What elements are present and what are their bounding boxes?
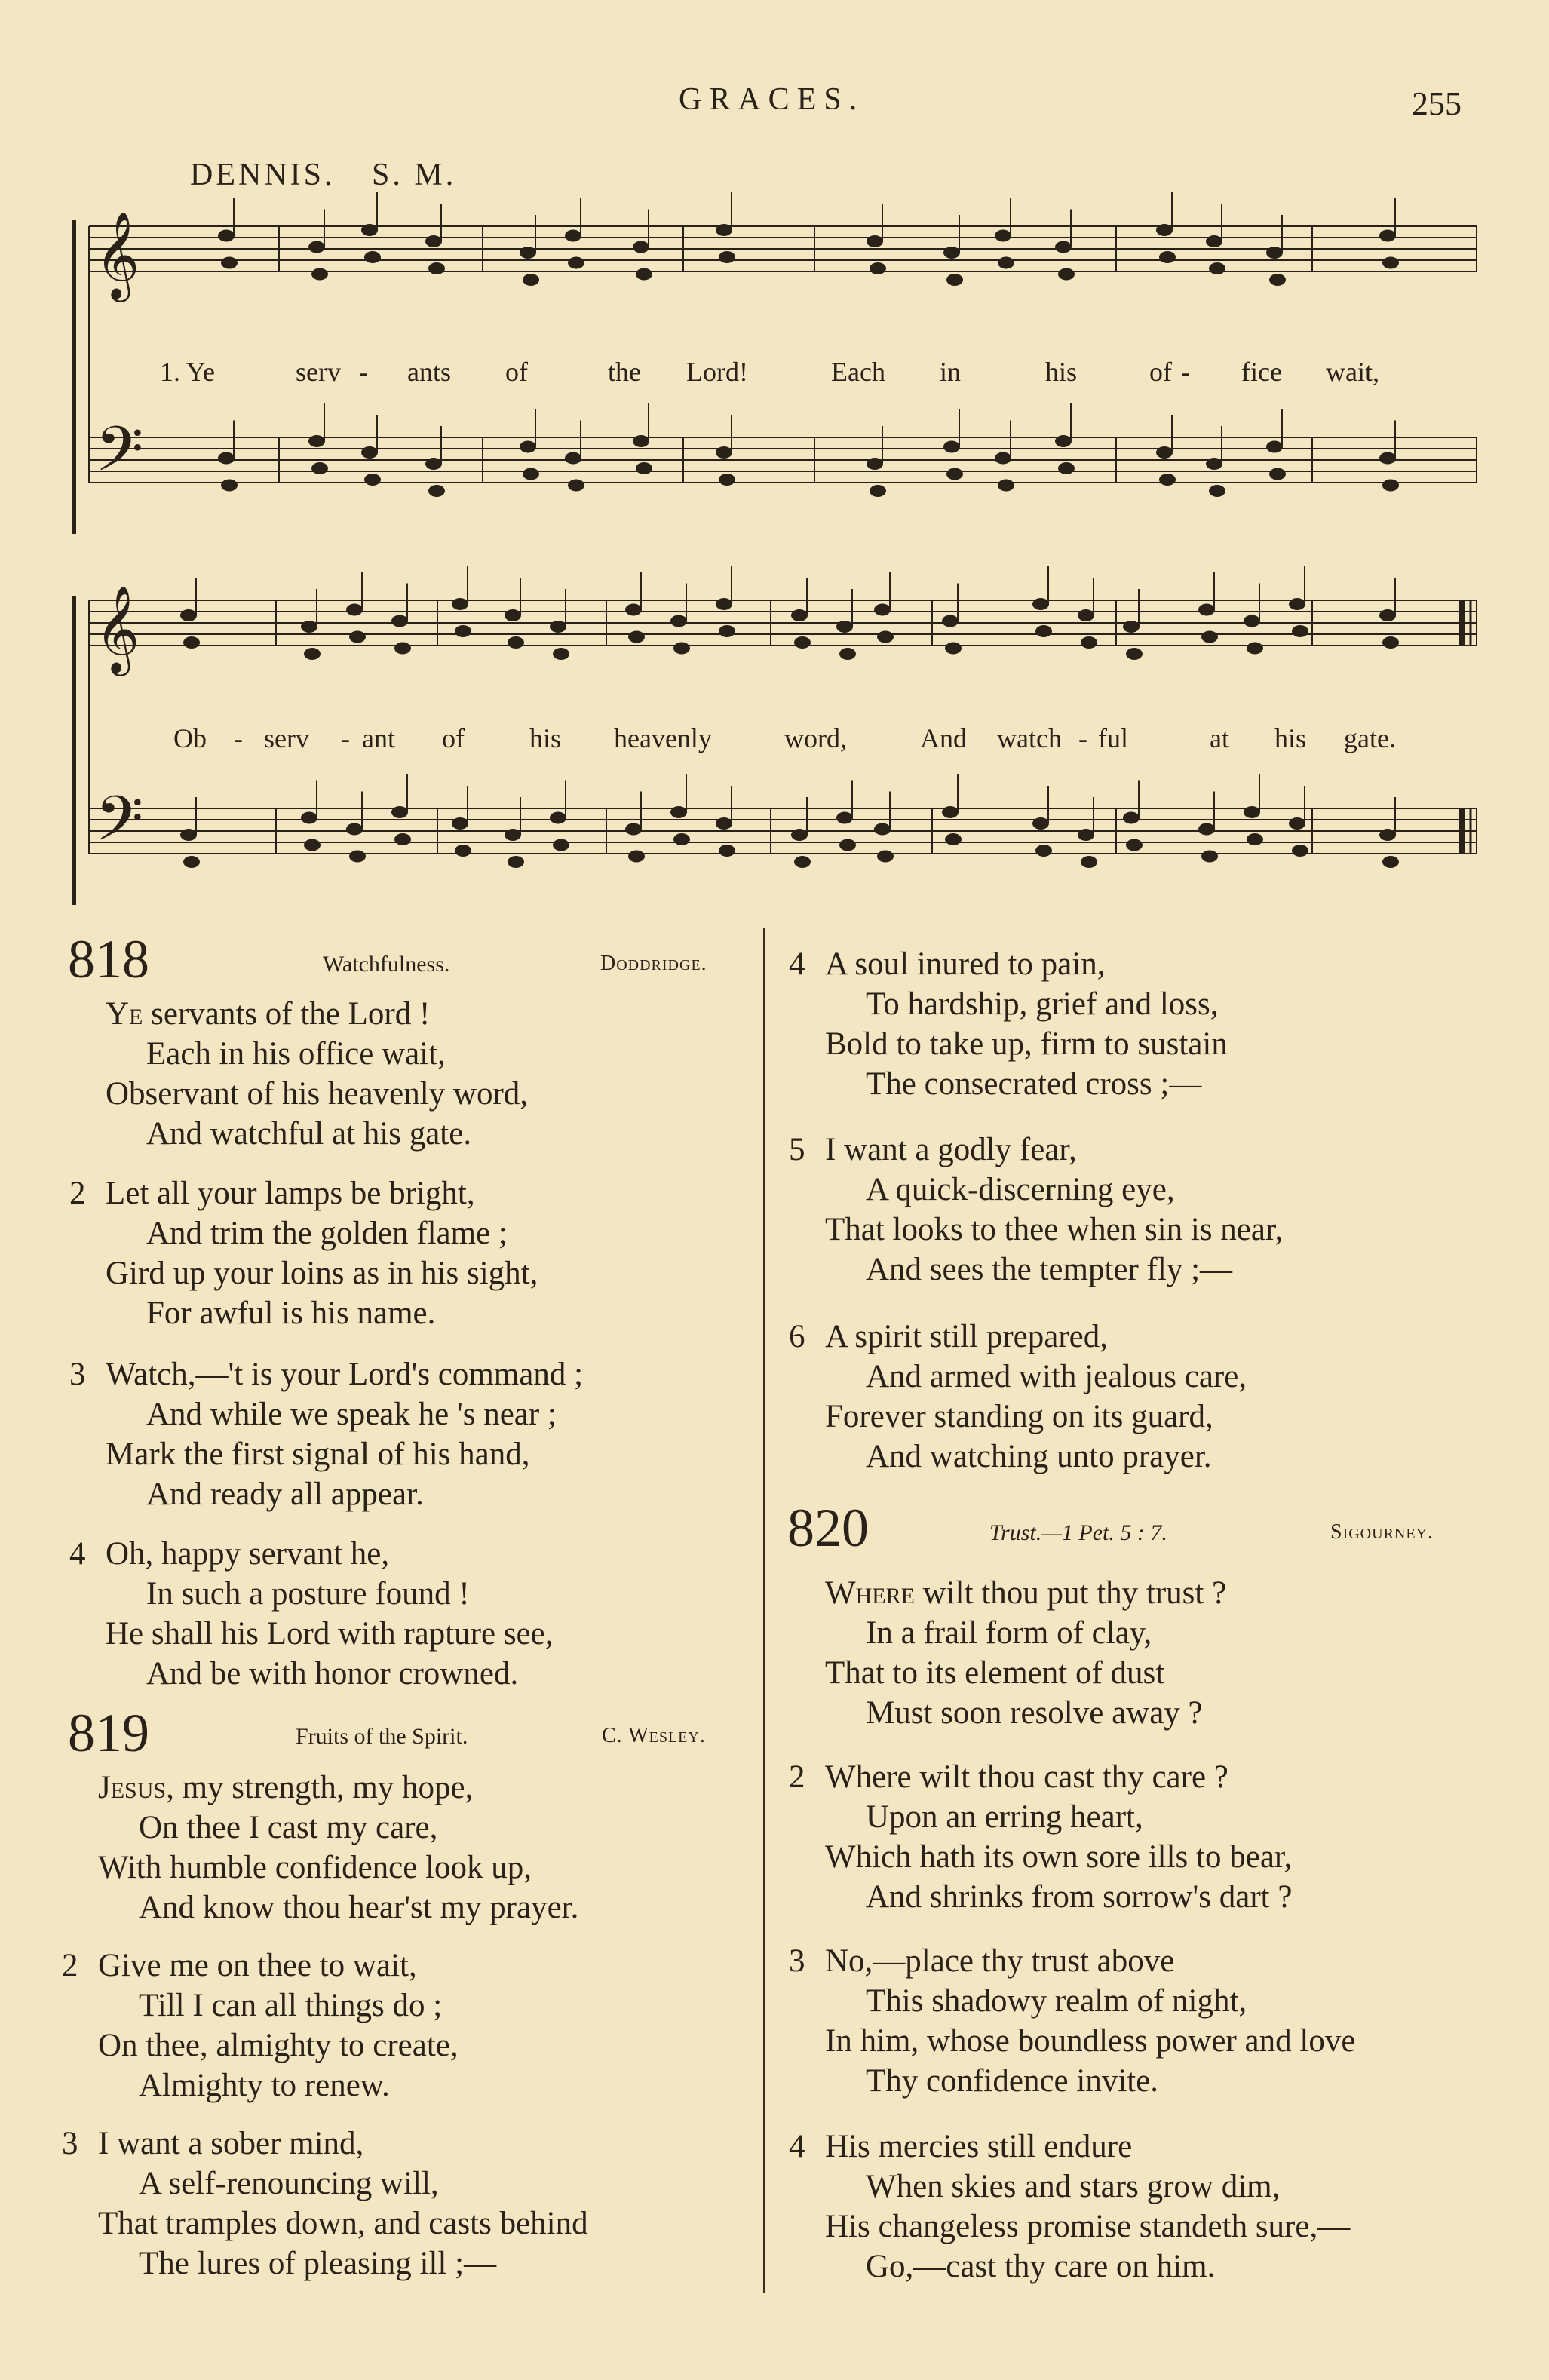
stanza-line: my strength, my hope, (182, 1770, 474, 1805)
notehead (673, 833, 690, 845)
notehead (1292, 845, 1308, 857)
notehead (218, 452, 235, 465)
stanza-line: Must soon resolve away ? (866, 1695, 1203, 1731)
stanza-line: And be with honor crowned. (146, 1656, 519, 1691)
final-barline (1459, 808, 1465, 854)
notehead (1058, 462, 1075, 474)
notehead (628, 851, 645, 863)
notehead (942, 615, 959, 627)
stanza-line: This shadowy realm of night, (866, 1983, 1247, 2019)
treble-clef: 𝄞 (95, 210, 140, 299)
notehead (391, 806, 408, 818)
notehead (1269, 274, 1286, 286)
stanza-line: A self-renouncing will, (139, 2166, 439, 2201)
lyric-word: of (1149, 357, 1172, 387)
stanza-line: To hardship, grief and loss, (866, 986, 1219, 1022)
notehead (1292, 625, 1308, 637)
notehead (523, 468, 539, 480)
lyric-word: word, (784, 723, 847, 753)
stanza-line: When skies and stars grow dim, (866, 2169, 1281, 2204)
notehead (1379, 452, 1396, 465)
notehead (301, 812, 317, 824)
notehead (870, 485, 886, 497)
notehead (995, 230, 1011, 242)
stanza-number: 4 (789, 946, 805, 982)
notehead (221, 480, 238, 492)
notehead (1206, 235, 1222, 247)
notehead (1269, 468, 1286, 480)
notehead (1156, 446, 1173, 459)
notehead (874, 604, 891, 616)
stanza-line: Give me on thee to wait, (98, 1948, 417, 1983)
notehead (364, 474, 381, 486)
notehead (1244, 615, 1260, 627)
notehead (221, 257, 238, 269)
lyric-word: - (1078, 723, 1087, 753)
notehead (553, 839, 569, 851)
notehead (1035, 625, 1052, 637)
notehead (625, 823, 642, 836)
notehead (1201, 851, 1218, 863)
notehead (1382, 257, 1399, 269)
notehead (304, 839, 321, 851)
notehead (361, 446, 378, 459)
lyric-word: fice (1241, 357, 1282, 387)
notehead (568, 257, 584, 269)
lyric-word: Lord! (686, 357, 748, 387)
notehead (1247, 643, 1263, 655)
lyric-word: heavenly (614, 723, 712, 753)
stanza-line: servants of the Lord ! (151, 996, 431, 1032)
notehead (1382, 636, 1399, 649)
notehead (945, 643, 962, 655)
stanza-line: And watchful at his gate. (146, 1116, 472, 1152)
stanza-line: And ready all appear. (146, 1477, 424, 1512)
notehead (361, 224, 378, 236)
notehead (836, 621, 853, 633)
notehead (943, 441, 960, 453)
stanza-line: Let all your lamps be bright, (106, 1176, 475, 1211)
notehead (874, 823, 891, 836)
notehead (1081, 636, 1097, 649)
notehead (565, 230, 581, 242)
stanza-line: I want a sober mind, (98, 2126, 364, 2161)
notehead (428, 485, 445, 497)
notehead (1289, 817, 1305, 830)
notehead (508, 636, 524, 649)
stanza-line: With humble confidence look up, (98, 1850, 532, 1885)
lyric-word: And (920, 723, 967, 753)
notehead (1032, 817, 1049, 830)
notehead (523, 274, 539, 286)
notehead (870, 262, 886, 274)
lyric-word: the (608, 357, 641, 387)
stanza-number: 3 (789, 1943, 805, 1979)
notehead (455, 845, 471, 857)
lyric-word: of (442, 723, 465, 753)
notehead (1206, 458, 1222, 470)
bass-clef: 𝄢 (95, 782, 144, 870)
stanza-line: For awful is his name. (146, 1296, 436, 1331)
stanza-line: Each in his office wait, (146, 1036, 446, 1072)
stanza-line: Mark the first signal of his hand, (106, 1437, 530, 1472)
stanza-line: Gird up your loins as in his sight, (106, 1256, 538, 1291)
notehead (180, 609, 197, 621)
notehead (995, 452, 1011, 465)
notehead (455, 625, 471, 637)
stanza-line: A soul inured to pain, (825, 946, 1106, 982)
stanza-line: And armed with jealous care, (866, 1359, 1247, 1394)
hymn-author-820: Sigourney. (1330, 1520, 1434, 1544)
notehead (428, 262, 445, 274)
column-divider (763, 928, 765, 2293)
hymn-author-819: C. Wesley. (602, 1724, 706, 1747)
notehead (839, 648, 856, 660)
lyric-word: ants (407, 357, 451, 387)
lyric-word: serv (264, 723, 309, 753)
stanza-line: wilt thou put thy trust ? (922, 1575, 1227, 1611)
lyric-word: wait, (1326, 357, 1379, 387)
notehead (364, 251, 381, 263)
notehead (998, 480, 1014, 492)
stanza-line: And shrinks from sorrow's dart ? (866, 1879, 1293, 1915)
notehead (1379, 609, 1396, 621)
lyric-word: serv (296, 357, 341, 387)
stanza-line: In such a posture found ! (146, 1576, 470, 1612)
notehead (1289, 598, 1305, 610)
stanza-number: 3 (62, 2126, 78, 2161)
treble-clef: 𝄞 (95, 584, 140, 673)
notehead (716, 224, 732, 236)
stanza-number: 4 (69, 1536, 86, 1572)
stanza-number: 2 (62, 1948, 78, 1983)
stanza-line: And watching unto prayer. (866, 1439, 1212, 1474)
stanza (789, 1757, 1293, 1917)
stanza-line: On thee, almighty to create, (98, 2028, 459, 2063)
notehead (625, 604, 642, 616)
stanza-line: On thee I cast my care, (139, 1810, 438, 1845)
notehead (183, 636, 200, 649)
notehead (1078, 609, 1094, 621)
stanza-line: That to its element of dust (825, 1655, 1165, 1691)
lyric-word: 1. Ye (160, 357, 216, 387)
notehead (877, 851, 894, 863)
notehead (946, 468, 963, 480)
notehead (636, 462, 652, 474)
notehead (1266, 247, 1283, 259)
notehead (946, 274, 963, 286)
notehead (636, 268, 652, 281)
stanza-line: Where wilt thou cast thy care ? (825, 1759, 1228, 1795)
lyric-word: in (940, 357, 962, 387)
lyric-word: - (1181, 357, 1190, 387)
notehead (1055, 241, 1072, 253)
stanza (98, 1768, 578, 1928)
stanza-number: 6 (789, 1319, 805, 1354)
stanza-line: His mercies still endure (825, 2129, 1133, 2164)
hymn-number-820: 820 (787, 1498, 869, 1558)
notehead (550, 812, 566, 824)
notehead (311, 462, 328, 474)
stanza-line: That tramples down, and casts behind (98, 2206, 588, 2241)
tune-name: DENNIS. (190, 158, 336, 192)
stanza-line: Bold to take up, firm to sustain (825, 1026, 1228, 1062)
stanza-line: Upon an erring heart, (866, 1799, 1143, 1835)
notehead (1126, 839, 1143, 851)
notehead (716, 446, 732, 459)
page-number: 255 (1412, 85, 1462, 122)
hymn-number-819: 819 (68, 1703, 149, 1763)
lyric-word: his (1274, 723, 1307, 753)
notehead (794, 856, 811, 868)
notehead (1123, 621, 1140, 633)
stanza-line: Almighty to renew. (139, 2068, 390, 2103)
notehead (877, 631, 894, 643)
notehead (1198, 604, 1215, 616)
stanza (69, 1354, 584, 1514)
stanza (69, 1173, 538, 1333)
lyric-word: Each (831, 357, 885, 387)
stanza-line: That looks to thee when sin is near, (825, 1212, 1284, 1247)
notehead (311, 268, 328, 281)
hymn-author-818: Doddridge. (600, 952, 707, 975)
stanza-line: Thy confidence invite. (866, 2063, 1159, 2099)
stanza (69, 1534, 554, 1694)
stanza (789, 1317, 1247, 1477)
notehead (508, 856, 524, 868)
notehead (308, 241, 325, 253)
notehead (308, 435, 325, 447)
stanza (789, 1941, 1356, 2101)
stanza-line: A quick-discerning eye, (866, 1172, 1175, 1207)
notehead (1379, 230, 1396, 242)
stanza (789, 944, 1228, 1104)
notehead (716, 598, 732, 610)
notehead (394, 643, 411, 655)
music-score (0, 0, 1549, 928)
notehead (791, 829, 808, 841)
stanza-line: His changeless promise standeth sure,— (825, 2209, 1351, 2244)
lyric-word: his (529, 723, 562, 753)
notehead (520, 441, 536, 453)
stanza (789, 1130, 1284, 1290)
hymn-title-818: Watchfulness. (323, 952, 450, 977)
hymn-title-820: Trust.—1 Pet. 5 : 7. (989, 1520, 1167, 1545)
lyric-word: ant (362, 723, 395, 753)
notehead (719, 845, 735, 857)
notehead (1379, 829, 1396, 841)
hymn-title-819: Fruits of the Spirit. (296, 1724, 468, 1749)
notehead (791, 609, 808, 621)
notehead (452, 598, 468, 610)
notehead (1058, 268, 1075, 281)
lyric-word: - (234, 723, 243, 753)
notehead (794, 636, 811, 649)
stanza-line: Observant of his heavenly word, (106, 1076, 529, 1112)
notehead (1209, 485, 1225, 497)
stanza-line: And trim the golden flame ; (146, 1216, 508, 1251)
stanza-number: 2 (69, 1176, 86, 1211)
stanza-line: No,—place thy trust above (825, 1943, 1175, 1979)
notehead (1201, 631, 1218, 643)
notehead (633, 241, 649, 253)
notehead (839, 839, 856, 851)
stanza-line: He shall his Lord with rapture see, (106, 1616, 554, 1652)
notehead (425, 458, 442, 470)
bass-clef: 𝄢 (95, 413, 144, 501)
stanza-line: In a frail form of clay, (866, 1615, 1152, 1651)
lyric-word: his (1045, 357, 1078, 387)
notehead (1247, 833, 1263, 845)
lyric-word: gate. (1344, 723, 1396, 753)
notehead (301, 621, 317, 633)
notehead (719, 251, 735, 263)
stanza-line: The lures of pleasing ill ;— (139, 2246, 497, 2281)
stanza-line: A spirit still prepared, (825, 1319, 1108, 1354)
lyric-word: Ob (173, 723, 207, 753)
stanza (62, 2124, 588, 2283)
notehead (867, 458, 883, 470)
notehead (719, 625, 735, 637)
notehead (1159, 474, 1176, 486)
stanza-number: 2 (789, 1759, 805, 1795)
notehead (391, 615, 408, 627)
notehead (1081, 856, 1097, 868)
notehead (550, 621, 566, 633)
stanza-line: Forever standing on its guard, (825, 1399, 1213, 1434)
notehead (945, 833, 962, 845)
notehead (670, 615, 687, 627)
notehead (183, 856, 200, 868)
stanza-line: In him, whose boundless power and love (825, 2023, 1356, 2059)
stanza-lead-word: Jesus, (98, 1770, 174, 1805)
stanza-line: And sees the tempter fly ;— (866, 1252, 1233, 1287)
lyric-word: ful (1098, 723, 1128, 753)
stanza-line: I want a godly fear, (825, 1132, 1077, 1167)
notehead (1156, 224, 1173, 236)
notehead (346, 604, 363, 616)
lyric-word: at (1210, 723, 1229, 753)
stanza-line: Till I can all things do ; (139, 1988, 443, 2023)
notehead (505, 609, 521, 621)
notehead (1159, 251, 1176, 263)
stanza-line: Watch,—'t is your Lord's command ; (106, 1357, 584, 1392)
stanza (106, 994, 528, 1154)
notehead (1266, 441, 1283, 453)
notehead (716, 817, 732, 830)
notehead (218, 230, 235, 242)
stanza (825, 1573, 1226, 1733)
notehead (394, 833, 411, 845)
hymn-number-818: 818 (68, 929, 149, 989)
notehead (1382, 856, 1399, 868)
notehead (1126, 648, 1143, 660)
notehead (1055, 435, 1072, 447)
stanza-line: Go,—cast thy care on him. (866, 2249, 1216, 2284)
stanza-number: 3 (69, 1357, 86, 1392)
notehead (349, 851, 366, 863)
notehead (565, 452, 581, 465)
stanza-number: 5 (789, 1132, 805, 1167)
notehead (719, 474, 735, 486)
notehead (942, 806, 959, 818)
lyric-word: watch (997, 723, 1062, 753)
tune-meter: S. M. (372, 158, 457, 192)
stanza (62, 1946, 459, 2106)
notehead (633, 435, 649, 447)
notehead (553, 648, 569, 660)
notehead (867, 235, 883, 247)
stanza-line: And know thou hear'st my prayer. (139, 1890, 579, 1925)
stanza-line: The consecrated cross ;— (866, 1066, 1202, 1102)
notehead (1244, 806, 1260, 818)
notehead (452, 817, 468, 830)
running-header: GRACES. (679, 82, 865, 117)
stanza-line: Which hath its own sore ills to bear, (825, 1839, 1293, 1875)
notehead (1078, 829, 1094, 841)
stanza-number: 4 (789, 2129, 805, 2164)
notehead (1198, 823, 1215, 836)
notehead (346, 823, 363, 836)
notehead (670, 806, 687, 818)
notehead (1382, 480, 1399, 492)
notehead (673, 643, 690, 655)
stanza-lead-word: Ye (106, 996, 143, 1032)
stanza (789, 2127, 1351, 2286)
lyric-word: - (341, 723, 350, 753)
notehead (1032, 598, 1049, 610)
notehead (349, 631, 366, 643)
stanza-line: Oh, happy servant he, (106, 1536, 390, 1572)
final-barline (1459, 600, 1465, 646)
notehead (304, 648, 321, 660)
notehead (180, 829, 197, 841)
notehead (943, 247, 960, 259)
notehead (628, 631, 645, 643)
notehead (520, 247, 536, 259)
lyric-word: - (359, 357, 368, 387)
notehead (505, 829, 521, 841)
notehead (1123, 812, 1140, 824)
notehead (568, 480, 584, 492)
notehead (425, 235, 442, 247)
lyric-word: of (505, 357, 528, 387)
notehead (1035, 845, 1052, 857)
stanza-lead-word: Where (825, 1575, 915, 1611)
notehead (1209, 262, 1225, 274)
stanza-line: And while we speak he 's near ; (146, 1397, 557, 1432)
notehead (836, 812, 853, 824)
notehead (998, 257, 1014, 269)
